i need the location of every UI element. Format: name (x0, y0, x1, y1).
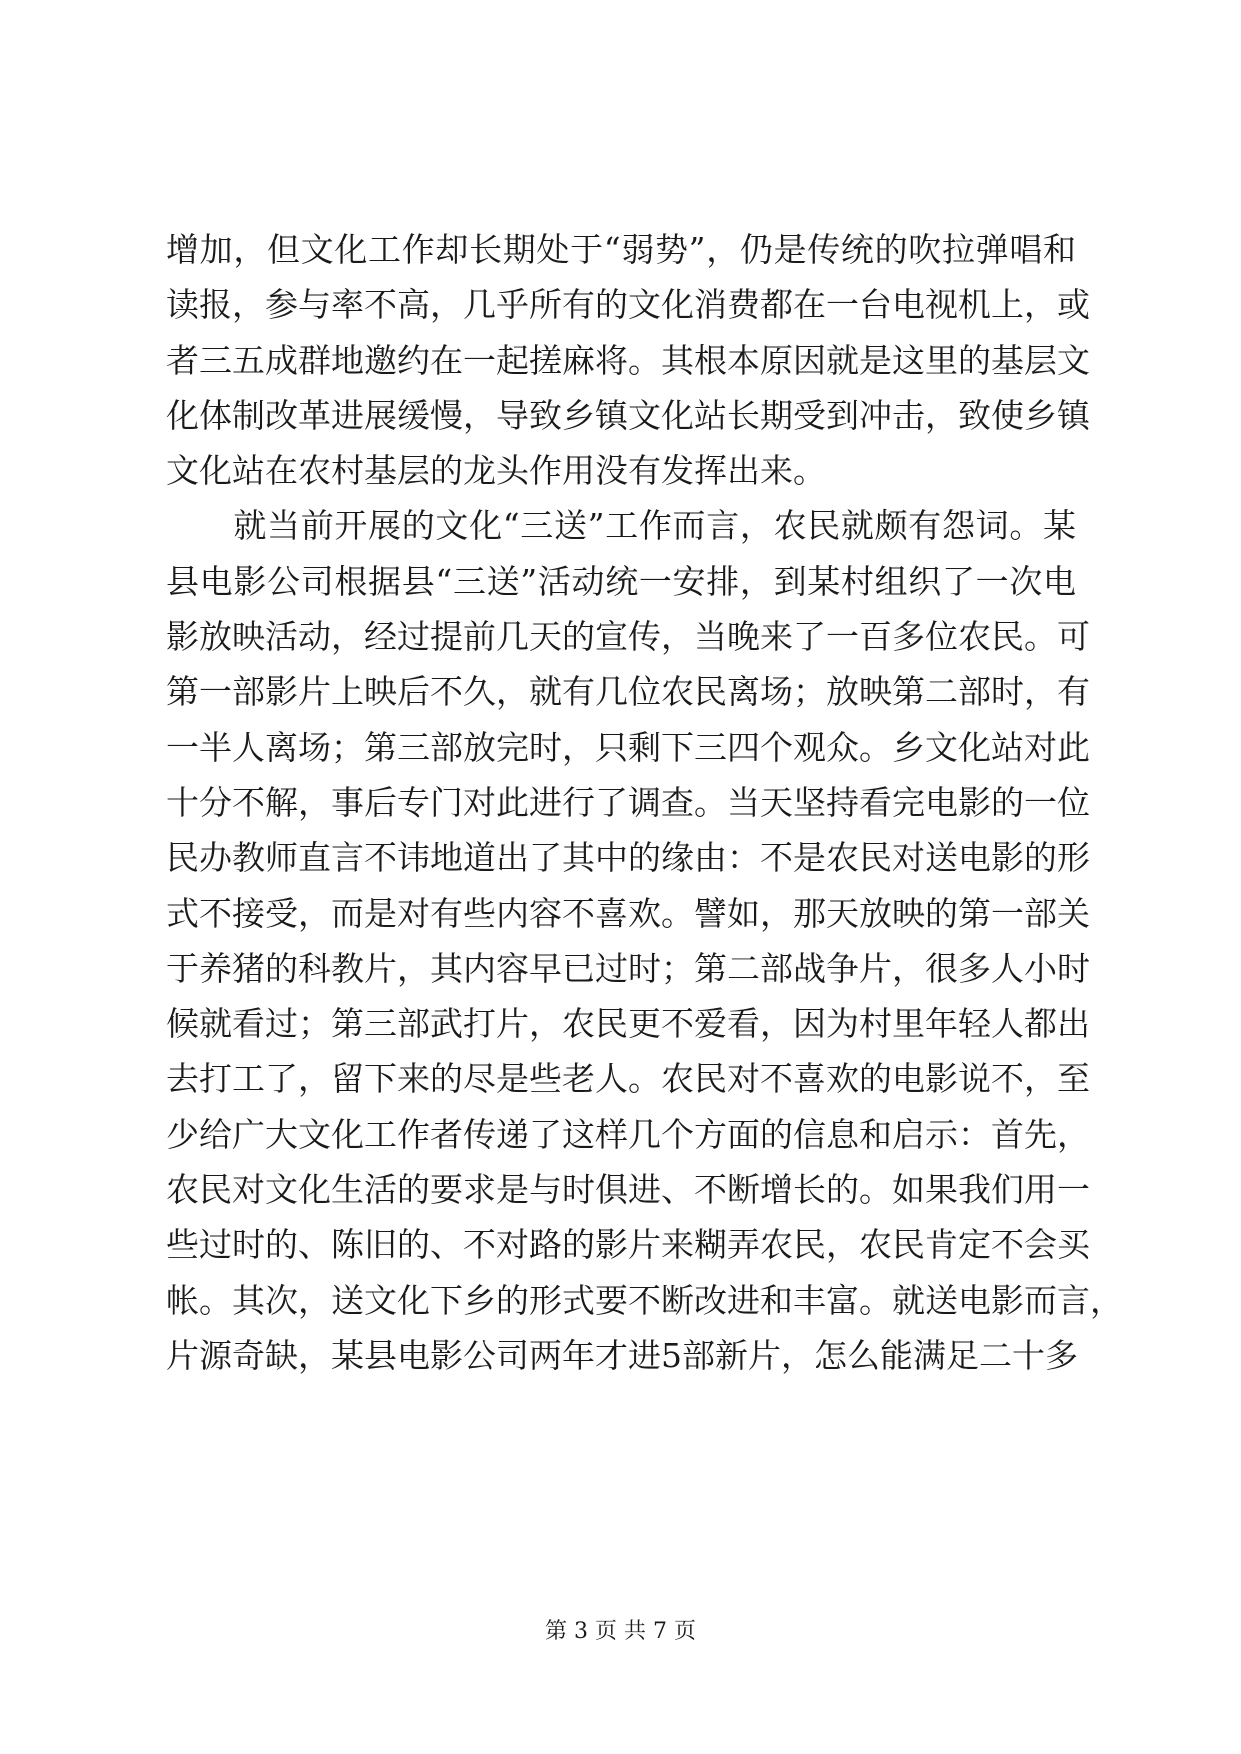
text-line: 一半人离场；第三部放完时，只剩下三四个观众。乡文化站对此 (166, 727, 1090, 767)
text-line: 于养猪的科教片，其内容早已过时；第二部战争片，很多人小时 (166, 948, 1090, 988)
text-line: 者三五成群地邀约在一起搓麻将。其根本原因就是这里的基层文 (166, 340, 1090, 380)
text-line: 片源奇缺，某县电影公司两年才进5部新片，怎么能满足二十多 (166, 1335, 1078, 1375)
text-line: 第一部影片上映后不久，就有几位农民离场；放映第二部时，有 (166, 672, 1090, 712)
text-line: 增加，但文化工作却长期处于“弱势”，仍是传统的吹拉弹唱和 (166, 230, 1076, 269)
text-line: 农民对文化生活的要求是与时俱进、不断增长的。如果我们用一 (166, 1170, 1090, 1210)
text-line: 候就看过；第三部武打片，农民更不爱看，因为村里年轻人都出 (166, 1004, 1090, 1044)
text-line: 县电影公司根据县“三送”活动统一安排，到某村组织了一次电 (166, 561, 1076, 601)
page-number-footer: 第 3 页 共 7 页 (545, 1619, 696, 1644)
text-line: 十分不解，事后专门对此进行了调查。当天坚持看完电影的一位 (166, 782, 1090, 822)
text-line: 化体制改革进展缓慢，导致乡镇文化站长期受到冲击，致使乡镇 (166, 395, 1090, 435)
text-line: 就当前开展的文化“三送”工作而言，农民就颇有怨词。某 (166, 506, 1076, 546)
text-line: 些过时的、陈旧的、不对路的影片来糊弄农民，农民肯定不会买 (166, 1225, 1090, 1265)
text-line: 式不接受，而是对有些内容不喜欢。譬如，那天放映的第一部关 (166, 893, 1090, 933)
text-line: 帐。其次，送文化下乡的形式要不断改进和丰富。就送电影而言， (166, 1280, 1123, 1320)
text-line: 去打工了，留下来的尽是些老人。农民对不喜欢的电影说不，至 (166, 1059, 1090, 1099)
text-line: 影放映活动，经过提前几天的宣传，当晚来了一百多位农民。可 (166, 617, 1090, 657)
body-text (166, 222, 1123, 1383)
text-line: 少给广大文化工作者传递了这样几个方面的信息和启示：首先， (166, 1114, 1090, 1154)
text-line: 读报，参与率不高，几乎所有的文化消费都在一台电视机上，或 (166, 285, 1090, 325)
text-line: 文化站在农村基层的龙头作用没有发挥出来。 (166, 451, 826, 491)
text-line: 民办教师直言不讳地道出了其中的缘由：不是农民对送电影的形 (166, 838, 1090, 878)
